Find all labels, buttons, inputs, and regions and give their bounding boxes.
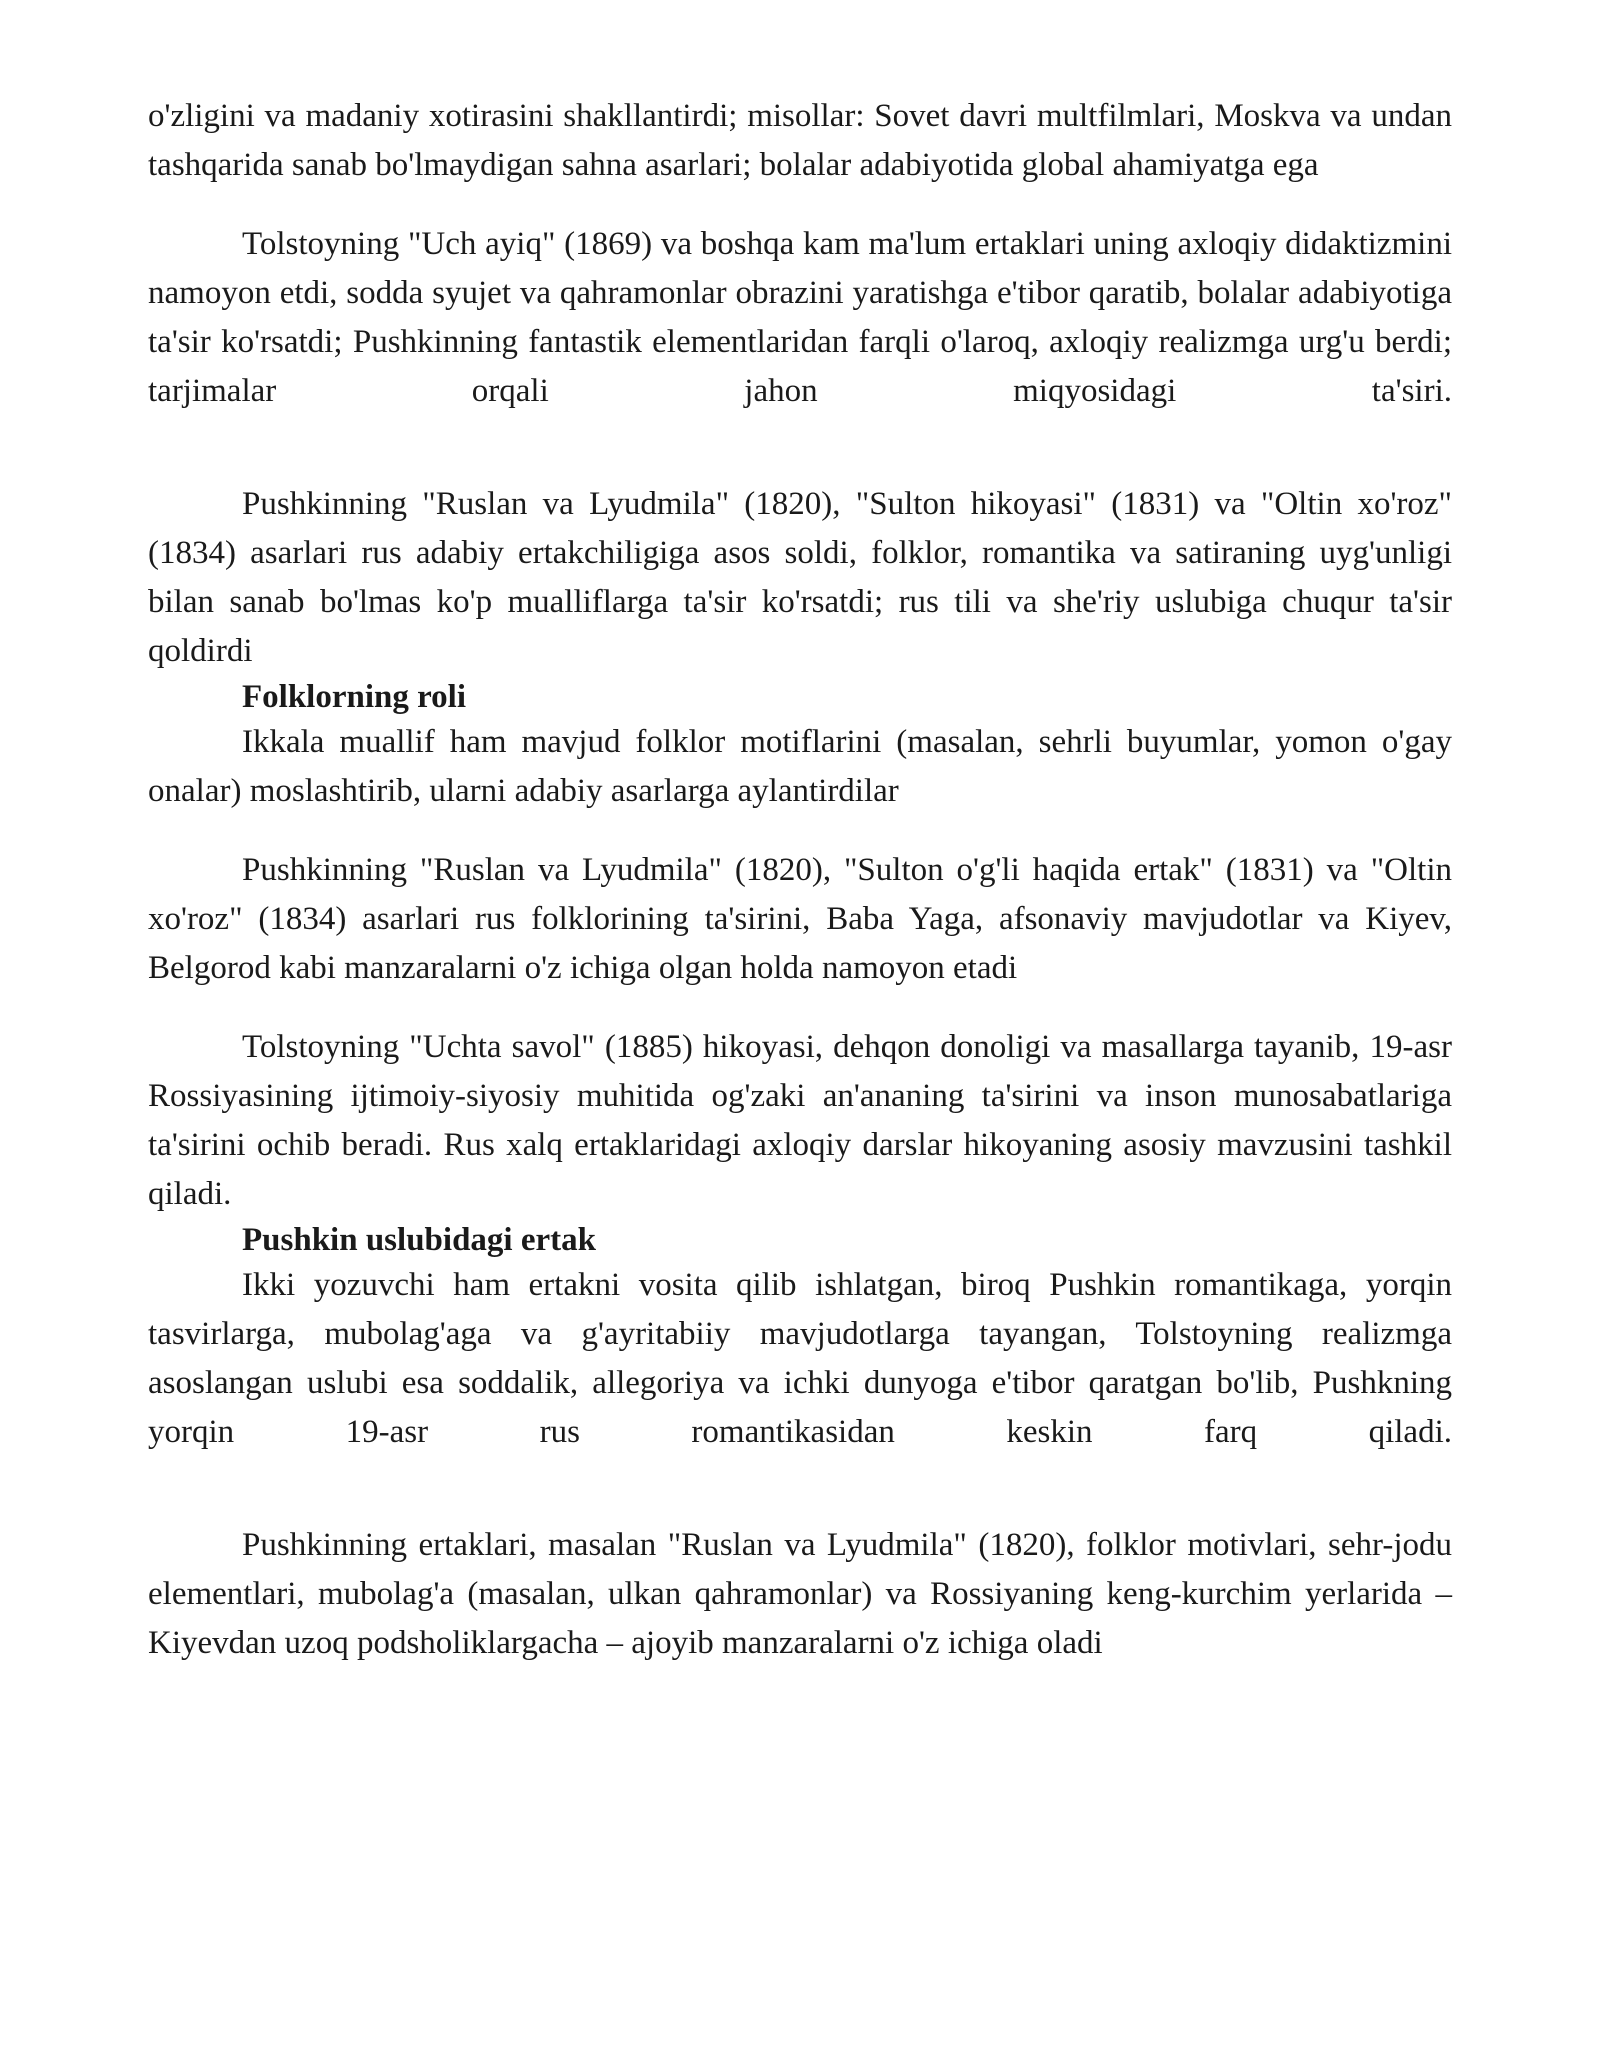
- paragraph-7: Ikki yozuvchi ham ertakni vosita qilib ishlatgan, biroq Pushkin romantikaga, yorqin tasvirlarga, mubolag'aga va g'ayritabiiy mavjudotlarga tayangan, Tolstoyning realizmga asoslangan uslubi esa soddalik, allegoriya va ichki dunyoga e'tibor qaratgan bo'lib, Pushkning yorqin 19-asr rus romantikasidan keskin farq qiladi.: [148, 1267, 1452, 1450]
- paragraph-8: Pushkinning ertaklari, masalan "Ruslan va Lyudmila" (1820), folklor motivlari, sehr-jodu elementlari, mubolag'a (masalan, ulkan qahramonlar) va Rossiyaning keng-kurchim yerlarida – Kiyevdan uzoq podsholiklargacha – ajoyib manzaralarni o'z ichiga oladi: [148, 1527, 1452, 1661]
- document-page: [148, 92, 1452, 1668]
- section-heading-folklore: Folklorning roli: [242, 679, 467, 715]
- paragraph-2: Tolstoyning "Uch ayiq" (1869) va boshqa kam ma'lum ertaklari uning axloqiy didaktizmini namoyon etdi, sodda syujet va qahramonlar obrazini yaratishga e'tibor qaratib, bolalar adabiyotiga ta'sir ko'rsatdi; Pushkinning fantastik elementlaridan farqli o'laroq, axloqiy realizmga urg'u berdi; tarjimalar orqali jahon miqyosidagi ta'siri.: [148, 226, 1452, 409]
- paragraph-3: Pushkinning "Ruslan va Lyudmila" (1820), "Sulton hikoyasi" (1831) va "Oltin xo'roz" (1834) asarlari rus adabiy ertakchiligiga asos soldi, folklor, romantika va satiraning uyg'unligi bilan sanab bo'lmas ko'p mualliflarga ta'sir ko'rsatdi; rus tili va she'riy uslubiga chuqur ta'sir qoldirdi: [148, 486, 1452, 669]
- paragraph-1: o'zligini va madaniy xotirasini shakllantirdi; misollar: Sovet davri multfilmlari, Moskva va undan tashqarida sanab bo'lmaydigan sahna asarlari; bolalar adabiyotida global ahamiyatga ega: [148, 98, 1452, 183]
- paragraph-4: Ikkala muallif ham mavjud folklor motiflarini (masalan, sehrli buyumlar, yomon o'gay onalar) moslashtirib, ularni adabiy asarlarga aylantirdilar: [148, 724, 1452, 809]
- paragraph-5: Pushkinning "Ruslan va Lyudmila" (1820), "Sulton o'g'li haqida ertak" (1831) va "Oltin xo'roz" (1834) asarlari rus folklorining ta'sirini, Baba Yaga, afsonaviy mavjudotlar va Kiyev, Belgorod kabi manzaralarni o'z ichiga olgan holda namoyon etadi: [148, 852, 1452, 986]
- section-heading-pushkin-style: Pushkin uslubidagi ertak: [242, 1222, 596, 1258]
- paragraph-6: Tolstoyning "Uchta savol" (1885) hikoyasi, dehqon donoligi va masallarga tayanib, 19-asr Rossiyasining ijtimoiy-siyosiy muhitida og'zaki an'ananing ta'sirini va inson munosabatlariga ta'sirini ochib beradi. Rus xalq ertaklaridagi axloqiy darslar hikoyaning asosiy mavzusini tashkil qiladi.: [148, 1029, 1452, 1212]
